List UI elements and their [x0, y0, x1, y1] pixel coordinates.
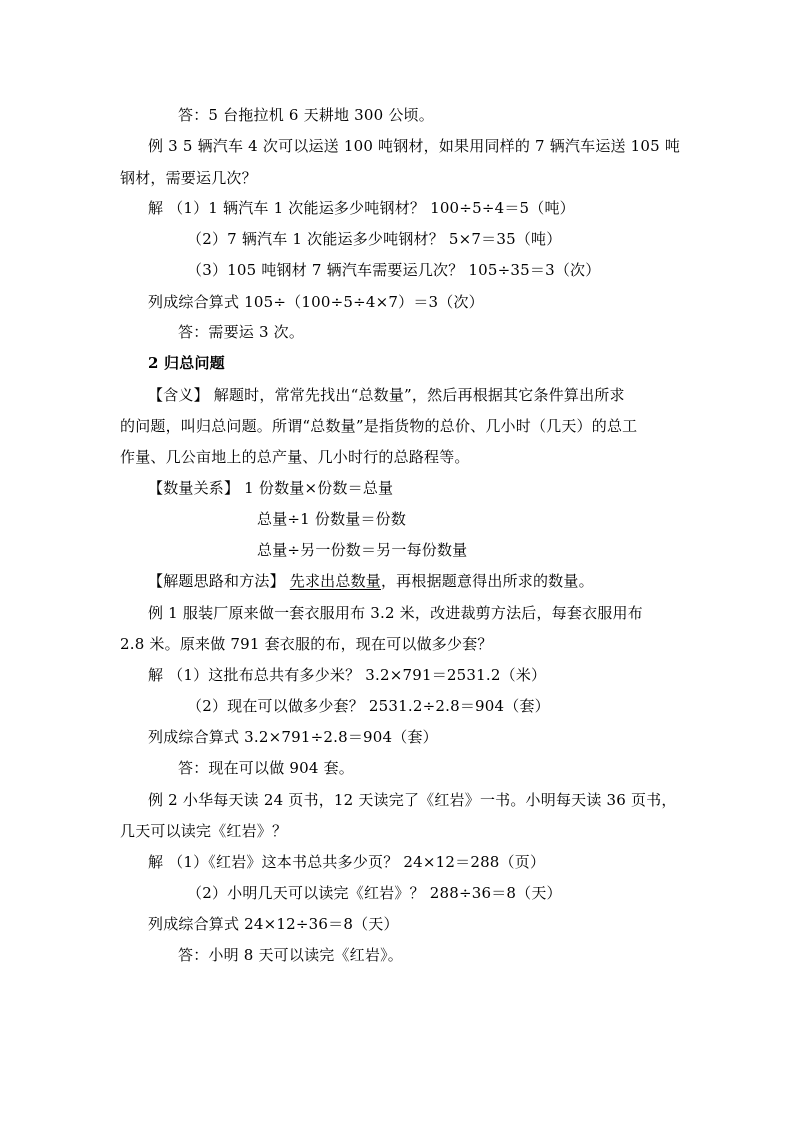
answer-line-tractors: 答：5 台拖拉机 6 天耕地 300 公顷。 [178, 106, 434, 124]
example-3-question-cont: 钢材，需要运几次？ [120, 169, 257, 187]
method-label: 【解题思路和方法】 [148, 572, 290, 590]
section-heading: 2 归总问题 [148, 354, 225, 372]
answer-line: 答：需要运 3 次。 [178, 323, 305, 341]
example-2-question: 例 2 小华每天读 24 页书，12 天读完了《红岩》一书。小明每天读 36 页书， [148, 791, 677, 809]
example-2-question-cont: 几天可以读完《红岩》？ [120, 822, 288, 840]
example-1-question-cont: 2.8 米。原来做 791 套衣服的布，现在可以做多少套？ [120, 635, 493, 653]
example-1-step-1: 解 （1）这批布总共有多少米？ 3.2×791＝2531.2（米） [148, 666, 547, 684]
example-1-answer: 答：现在可以做 904 套。 [178, 759, 354, 777]
example-2-answer: 答：小明 8 天可以读完《红岩》。 [178, 946, 403, 964]
definition-paragraph-line-2: 的问题，叫归总问题。所谓“总数量”是指货物的总价、几小时（几天）的总工 [120, 417, 638, 435]
quantity-relation-1: 【数量关系】 1 份数量×份数＝总量 [148, 479, 394, 497]
quantity-relation-3: 总量÷另一份数＝另一每份数量 [257, 541, 468, 559]
example-1-question: 例 1 服装厂原来做一套衣服用布 3.2 米，改进裁剪方法后，每套衣服用布 [148, 604, 643, 622]
solution-step-1: 解 （1）1 辆汽车 1 次能运多少吨钢材？ 100÷5÷4＝5（吨） [148, 199, 575, 217]
example-2-formula: 列成综合算式 24×12÷36＝8（天） [148, 915, 399, 933]
method-line [148, 571, 594, 591]
method-rest: ，再根据题意得出所求的数量。 [380, 572, 594, 590]
definition-paragraph-line-3: 作量、几公亩地上的总产量、几小时行的总路程等。 [120, 448, 470, 466]
example-1-formula: 列成综合算式 3.2×791÷2.8＝904（套） [148, 728, 438, 746]
example-3-question: 例 3 5 辆汽车 4 次可以运送 100 吨钢材，如果用同样的 7 辆汽车运送 105 吨 [148, 137, 681, 155]
quantity-relation-2: 总量÷1 份数量＝份数 [257, 510, 407, 528]
example-1-step-2: （2）现在可以做多少套？ 2531.2÷2.8＝904（套） [187, 697, 550, 715]
example-2-step-2: （2）小明几天可以读完《红岩》？ 288÷36＝8（天） [187, 884, 562, 902]
solution-step-3: （3）105 吨钢材 7 辆汽车需要运几次？ 105÷35＝3（次） [187, 261, 601, 279]
combined-formula: 列成综合算式 105÷（100÷5÷4×7）＝3（次） [148, 293, 484, 311]
solution-step-2: （2）7 辆汽车 1 次能运多少吨钢材？ 5×7＝35（吨） [187, 230, 562, 248]
example-2-step-1: 解 （1）《红岩》这本书总共多少页？ 24×12＝288（页） [148, 853, 546, 871]
definition-paragraph: 【含义】 解题时，常常先找出“总数量”，然后再根据其它条件算出所求 [148, 386, 625, 404]
method-underlined-phrase: 先求出总数量 [289, 572, 381, 590]
